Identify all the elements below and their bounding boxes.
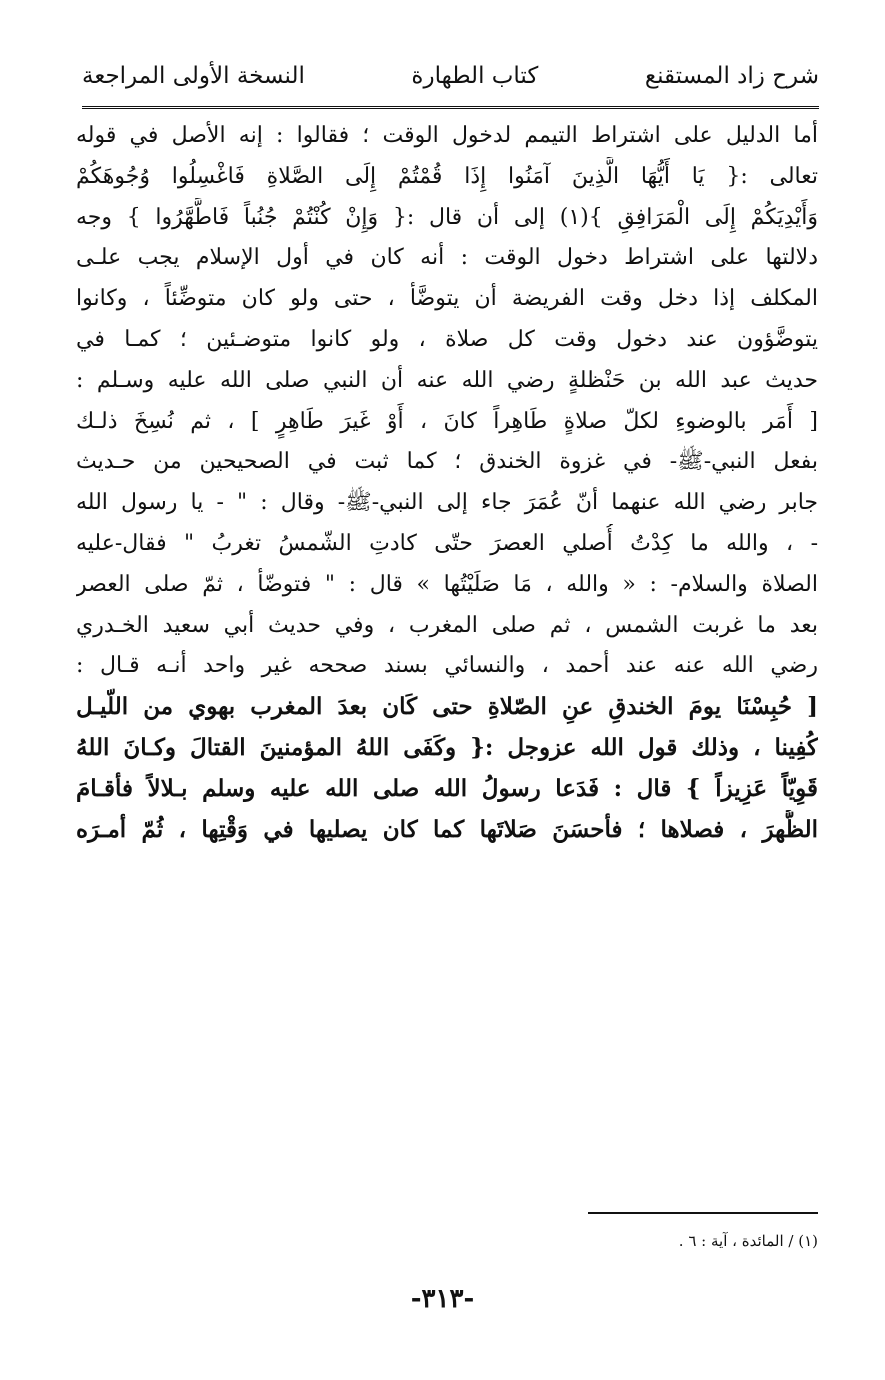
book-title: شرح زاد المستقنع xyxy=(644,63,819,89)
text-line: كُفِينا ، وذلك قول الله عزوجل :{ وكَفَى اللهُ المؤمنينَ القتالَ وكـانَ اللهُ xyxy=(76,733,818,761)
text-line: تعالى :{ يَا أَيُّهَا الَّذِينَ آمَنُوا إِذَا قُمْتُمْ إِلَى الصَّلاةِ فَاغْسِلُوا وُجُوهَكُمْ xyxy=(76,163,818,189)
edition-label: النسخة الأولى المراجعة xyxy=(82,63,305,89)
text-line: الصلاة والسلام- : « والله ، مَا صَلَيْتُها » قال : " فتوضّأ ، ثمّ صلى العصر xyxy=(76,571,818,597)
main-text xyxy=(76,116,818,850)
text-line: يتوضَّؤون عند دخول وقت كل صلاة ، ولو كانوا متوضـئين ؛ كمـا في xyxy=(76,326,818,352)
text-line: المكلف إذا دخل وقت الفريضة أن يتوضَّأ ، حتى ولو كان متوضِّئاً ، وكانوا xyxy=(76,286,818,312)
text-line: قَوِيّاً عَزِيزاً } قال : فَدَعا رسولُ الله صلى الله عليه وسلم بـلالاً فأقـامَ xyxy=(76,774,818,802)
header-rule xyxy=(82,106,819,109)
text-line: الظُّهرَ ، فصلاها ؛ فأحسَنَ صَلاتَها كما كان يصليها في وَقْتِها ، ثُمّ أمـرَه xyxy=(76,815,818,843)
text-line: [ حُبِسْنَا يومَ الخندقِ عنِ الصّلاةِ حتى كَان بعدَ المغرب بهوي من اللّيـل xyxy=(76,693,818,721)
text-line: حديث عبد الله بن حَنْظلةٍ رضي الله عنه أن النبي صلى الله عليه وسـلم : xyxy=(76,367,818,393)
text-line: وَأَيْدِيَكُمْ إِلَى الْمَرَافِقِ }(١) إلى أن قال :{ وَإِنْ كُنْتُمْ جُنُباً فَاطَّهَّرُوا } وجه xyxy=(76,204,818,230)
footnote: (١) / المائدة ، آية : ٦ . xyxy=(678,1232,818,1250)
text-line: أما الدليل على اشتراط التيمم لدخول الوقت ؛ فقالوا : إنه الأصل في قوله xyxy=(76,123,818,148)
text-line: بعد ما غربت الشمس ، ثم صلى المغرب ، وفي حديث أبي سعيد الخـدري xyxy=(76,612,818,638)
text-line: دلالتها على اشتراط دخول الوقت : أنه كان في أول الإسلام يجب علـى xyxy=(76,245,818,271)
text-line: بفعل النبي-ﷺ- في غزوة الخندق ؛ كما ثبت في الصحيحين من حـديث xyxy=(76,449,818,475)
text-line: [ أَمَر بالوضوءِ لكلّ صلاةٍ طَاهِراً كانَ ، أَوْ غَيرَ طَاهِرٍ ] ، ثم نُسِخَ ذلـك xyxy=(76,408,818,434)
chapter-title: كتاب الطهارة xyxy=(411,63,539,89)
text-line: جابر رضي الله عنهما أنّ عُمَرَ جاء إلى النبي-ﷺ- وقال : " - يا رسول الله xyxy=(76,490,818,516)
page-number: -٣١٣- xyxy=(410,1284,475,1314)
running-header xyxy=(82,56,819,96)
text-line: رضي الله عنه عند أحمد ، والنسائي بسند صححه غير واحد أنـه قـال : xyxy=(76,653,818,679)
footnote-rule xyxy=(588,1212,818,1214)
text-line: - ، والله ما كِدْتُ أُصلي العصرَ حتّى كادتِ الشّمسُ تغربُ " فقال-عليه xyxy=(76,530,818,556)
